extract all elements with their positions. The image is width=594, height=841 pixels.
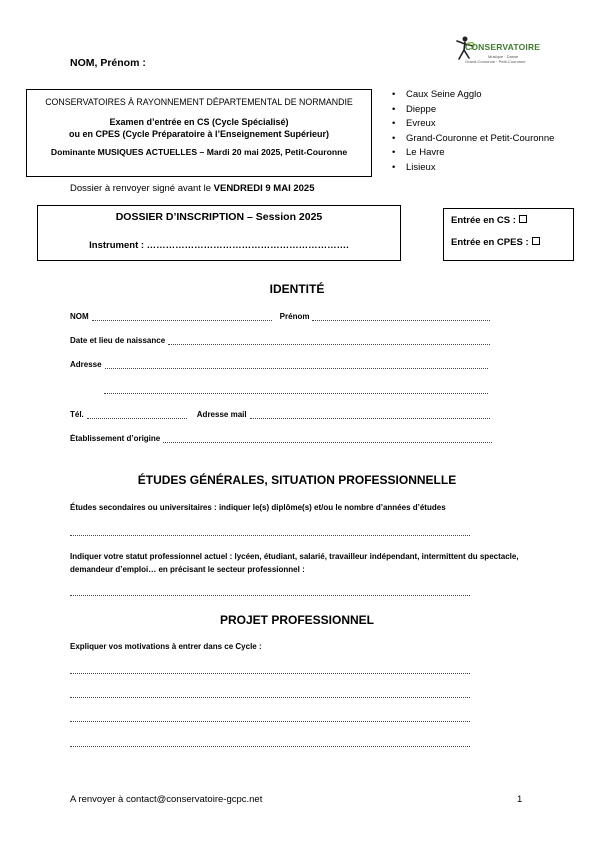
projet-answer-line[interactable] (70, 745, 470, 747)
etudes-question-1: Études secondaires ou universitaires : indiquer le(s) diplôme(s) et/ou le nombre d’années d’études (70, 503, 446, 512)
projet-heading: PROJET PROFESSIONNEL (219, 613, 375, 627)
naissance-row (70, 336, 490, 345)
entry-cpes-checkbox[interactable] (532, 237, 540, 245)
entry-cs-row (451, 215, 573, 226)
site-item: • Caux Seine Agglo (392, 88, 554, 103)
etudes-answer-2[interactable] (70, 594, 470, 596)
projet-question-1: Expliquer vos motivations à entrer dans ce Cycle : (70, 642, 262, 651)
deadline-date: VENDREDI 9 MAI 2025 (213, 183, 315, 194)
logo-subtitle-2: Grand-Couronne · Petit-Couronne (465, 59, 526, 64)
adresse-field-line2[interactable] (104, 392, 488, 394)
deadline-prefix: Dossier à renvoyer signé avant le (70, 183, 214, 194)
deadline-text (70, 183, 314, 194)
etablissement-field[interactable] (163, 434, 492, 443)
exam-box-line1: CONSERVATOIRES À RAYONNEMENT DÉPARTEMENTAL DE NORMANDIE (45, 97, 353, 107)
dossier-box (37, 205, 401, 261)
prenom-label: Prénom (279, 312, 310, 321)
identite-heading: IDENTITÉ (269, 282, 325, 296)
entry-cs-label: Entrée en CS : (451, 215, 516, 226)
sites-list (392, 88, 554, 176)
site-item: • Grand-Couronne et Petit-Couronne (392, 132, 554, 147)
entry-cpes-row (451, 237, 573, 248)
etudes-heading: ÉTUDES GÉNÉRALES, SITUATION PROFESSIONNELLE (137, 473, 457, 487)
nom-prenom-row (70, 312, 490, 321)
adresse-row (70, 360, 488, 369)
nom-prenom-label: NOM, Prénom : (70, 57, 146, 69)
instrument-field[interactable]: Instrument : ………………………………………………………. (89, 240, 349, 251)
adresse-mail-label: Adresse mail (196, 410, 247, 419)
exam-box-line3: ou en CPES (Cycle Préparatoire à l’Enseignement Supérieur) (68, 129, 330, 139)
adresse-field[interactable] (105, 360, 488, 369)
exam-box-line2: Examen d’entrée en CS (Cycle Spécialisé) (109, 117, 289, 127)
projet-answer-line[interactable] (70, 720, 470, 722)
prenom-field[interactable] (312, 312, 490, 321)
exam-box-line4: Dominante MUSIQUES ACTUELLES – Mardi 20 mai 2025, Petit-Couronne (50, 147, 348, 157)
site-item: • Evreux (392, 117, 554, 132)
etablissement-label: Établissement d’origine (70, 434, 161, 443)
date-naissance-field[interactable] (168, 336, 490, 345)
projet-answer-line[interactable] (70, 672, 470, 674)
exam-info-box (26, 89, 372, 177)
date-naissance-label: Date et lieu de naissance (70, 336, 166, 345)
adresse-label: Adresse (70, 360, 102, 369)
entry-cs-checkbox[interactable] (519, 215, 527, 223)
site-item: • Le Havre (392, 146, 554, 161)
page-number: 1 (517, 794, 523, 805)
nom-field[interactable] (92, 312, 272, 321)
projet-answer-line[interactable] (70, 696, 470, 698)
logo-name: CONSERVATOIRE (465, 42, 541, 52)
nom-label: NOM (70, 312, 89, 321)
etudes-question-2: Indiquer votre statut professionnel actuel : lycéen, étudiant, salarié, travailleur indépendant, intermittent du spectacle, demandeur d’emploi… en précisant le secteur professionnel : (70, 552, 519, 574)
footer-contact: A renvoyer à contact@conservatoire-gcpc.net (70, 794, 263, 805)
entry-box (443, 208, 574, 261)
tel-label: Tél. (70, 410, 84, 419)
dossier-title: DOSSIER D’INSCRIPTION – Session 2025 (115, 211, 323, 223)
site-item: • Lisieux (392, 161, 554, 176)
etablissement-row (70, 434, 492, 443)
tel-mail-row (70, 410, 490, 419)
adresse-mail-field[interactable] (250, 410, 490, 419)
tel-field[interactable] (87, 410, 187, 419)
logo-subtitle: Musique · Danse (488, 54, 519, 59)
conservatoire-logo (455, 35, 545, 73)
entry-cpes-label: Entrée en CPES : (451, 237, 529, 248)
etudes-answer-1[interactable] (70, 534, 470, 536)
site-item: • Dieppe (392, 103, 554, 118)
